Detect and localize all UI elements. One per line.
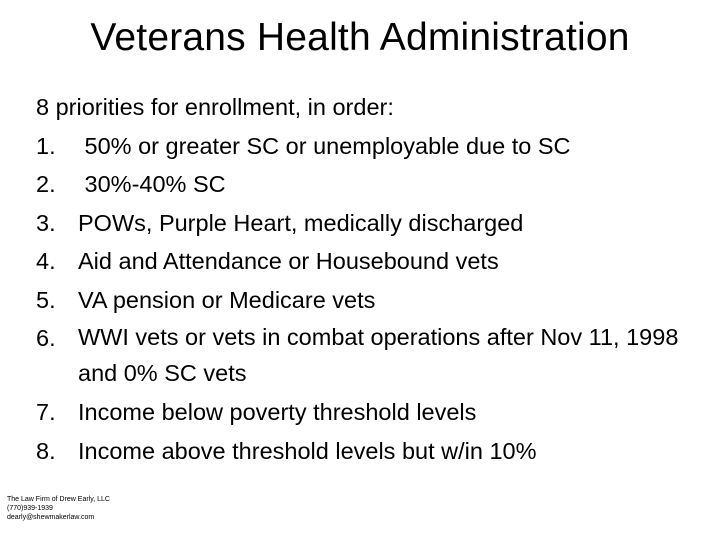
footer-firm-name: The Law Firm of Drew Early, LLC xyxy=(7,496,110,503)
priority-text: VA pension or Medicare vets xyxy=(78,286,376,313)
priority-text: Income below poverty threshold levels xyxy=(78,399,477,425)
priority-number: 1. xyxy=(36,132,56,159)
footer-phone: (770)939-1939 xyxy=(7,505,53,512)
priority-text: 30%-40% SC xyxy=(78,171,226,197)
priority-item-3 xyxy=(36,204,696,243)
priority-item-8 xyxy=(36,432,696,471)
priority-item-6 xyxy=(36,319,696,391)
priority-item-2 xyxy=(36,165,696,204)
priority-text: Income above threshold levels but w/in 10% xyxy=(78,437,537,464)
priority-text: POWs, Purple Heart, medically discharged xyxy=(78,209,524,236)
footer-contact xyxy=(7,495,110,522)
priority-number: 8. xyxy=(36,437,56,464)
priority-number: 4. xyxy=(36,248,56,274)
slide-content xyxy=(36,88,696,470)
priority-number: 6. xyxy=(36,325,56,351)
priority-list xyxy=(36,127,696,471)
priority-number: 3. xyxy=(36,209,56,236)
priority-text: 50% or greater SC or unemployable due to SC xyxy=(78,132,571,159)
priority-number: 7. xyxy=(36,399,56,425)
intro-text: 8 priorities for enrollment, in order: xyxy=(36,94,394,120)
priority-text: Aid and Attendance or Housebound vets xyxy=(78,248,499,274)
priority-text: WWI vets or vets in combat operations after Nov 11, 1998 and 0% SC vets xyxy=(78,324,679,386)
priority-item-4 xyxy=(36,242,696,281)
priority-item-7 xyxy=(36,393,696,432)
footer-email: dearly@shewmakerlaw.com xyxy=(7,514,95,521)
priority-number: 2. xyxy=(36,171,56,197)
slide-title: Veterans Health Administration xyxy=(90,16,630,59)
priority-item-1 xyxy=(36,127,696,166)
priority-item-5 xyxy=(36,281,696,320)
priority-number: 5. xyxy=(36,286,56,313)
